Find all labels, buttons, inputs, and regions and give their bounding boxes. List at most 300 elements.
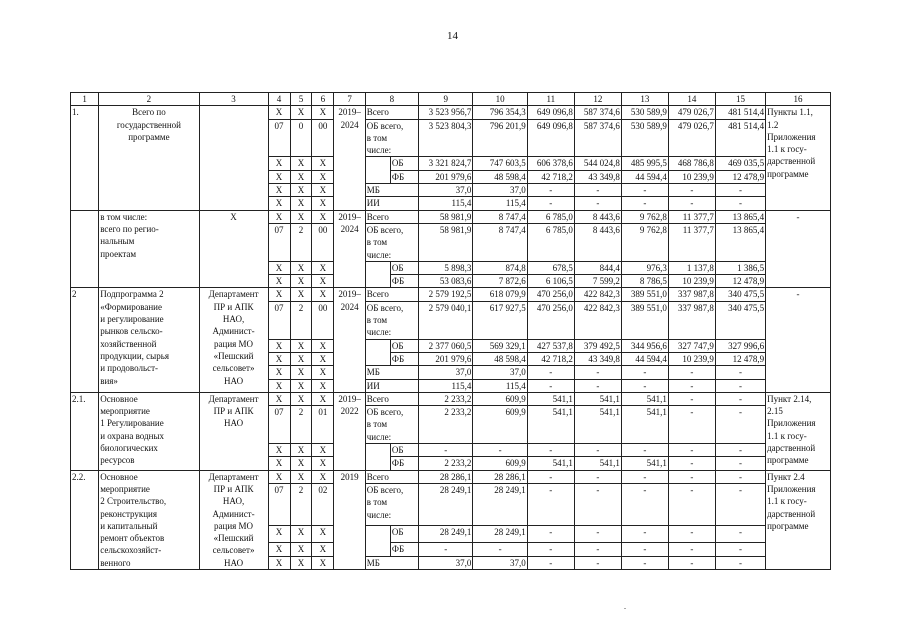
value-cell: 344 956,6 (621, 339, 668, 352)
source-label: Всего (365, 210, 418, 223)
source-label: ФБ (390, 543, 418, 556)
value-cell: 678,5 (527, 261, 574, 274)
value-cell: - (621, 444, 668, 457)
source-label: Всего (365, 106, 418, 119)
x-mark-cell: X (268, 352, 290, 365)
value-cell: - (715, 444, 765, 457)
x-mark-cell: X (290, 261, 312, 274)
value-cell: 12 478,9 (715, 352, 765, 365)
value-cell: 10 239,9 (668, 275, 715, 288)
value-cell: - (668, 470, 715, 483)
header-cell: 1 (71, 93, 99, 106)
x-mark-cell: X (290, 470, 312, 483)
value-cell: - (668, 406, 715, 444)
value-cell: 1 386,5 (715, 261, 765, 274)
table-row (71, 392, 831, 405)
value-cell: 58 981,9 (419, 223, 473, 261)
x-mark-cell: X (268, 184, 290, 197)
x-mark-cell: X (290, 379, 312, 392)
value-cell: 58 981,9 (419, 210, 473, 223)
x-mark-cell: X (268, 339, 290, 352)
value-cell: - (574, 444, 621, 457)
x-mark-cell: X (268, 457, 290, 470)
value-cell: 796 201,9 (473, 119, 527, 157)
value-cell: 28 286,1 (473, 470, 527, 483)
value-cell: 12 478,9 (715, 275, 765, 288)
value-cell: 115,4 (419, 197, 473, 210)
row-number: 2 (71, 288, 99, 392)
value-cell: 37,0 (473, 556, 527, 569)
code-cell: 2 (290, 483, 312, 525)
value-cell: 340 475,5 (715, 301, 765, 339)
table-row (71, 106, 831, 119)
indent-cell (365, 444, 390, 471)
value-cell: 8 786,5 (621, 275, 668, 288)
value-cell: - (715, 184, 765, 197)
source-label: ФБ (390, 170, 418, 183)
x-mark-cell: X (268, 556, 290, 569)
value-cell: 976,3 (621, 261, 668, 274)
value-cell: 8 443,6 (574, 223, 621, 261)
header-cell: 12 (574, 93, 621, 106)
value-cell: 2 233,2 (419, 406, 473, 444)
x-mark-cell: X (312, 470, 334, 483)
value-cell: 609,9 (473, 457, 527, 470)
note-cell: - (766, 210, 831, 288)
value-cell: 48 598,4 (473, 352, 527, 365)
period-cell: 2019– 2022 (334, 392, 365, 470)
header-cell: 13 (621, 93, 668, 106)
x-mark-cell: X (290, 157, 312, 170)
value-cell: 115,4 (419, 379, 473, 392)
value-cell: 469 035,5 (715, 157, 765, 170)
value-cell: - (527, 543, 574, 556)
source-label: ОБ (390, 339, 418, 352)
value-cell: 2 233,2 (419, 392, 473, 405)
code-cell: 07 (268, 119, 290, 157)
value-cell: 8 747,4 (473, 223, 527, 261)
x-mark-cell: X (312, 106, 334, 119)
value-cell: - (668, 366, 715, 379)
value-cell: - (668, 543, 715, 556)
value-cell: 389 551,0 (621, 288, 668, 301)
x-mark-cell: X (290, 352, 312, 365)
value-cell: 201 979,6 (419, 352, 473, 365)
code-cell: 2 (290, 406, 312, 444)
source-label: ОБ всего, в том числе: (365, 223, 418, 261)
header-cell: 5 (290, 93, 312, 106)
x-mark-cell: X (290, 184, 312, 197)
value-cell: 37,0 (419, 556, 473, 569)
code-cell: 2 (290, 223, 312, 261)
value-cell: - (621, 379, 668, 392)
x-mark-cell: X (268, 170, 290, 183)
x-mark-cell: X (268, 444, 290, 457)
value-cell: 541,1 (621, 457, 668, 470)
value-cell: 479 026,7 (668, 119, 715, 157)
value-cell: 9 762,8 (621, 223, 668, 261)
executor-cell: X (199, 210, 268, 288)
header-cell: 4 (268, 93, 290, 106)
value-cell: 201 979,6 (419, 170, 473, 183)
value-cell: - (419, 543, 473, 556)
value-cell: 10 239,9 (668, 352, 715, 365)
stray-mark: . (624, 602, 626, 611)
value-cell: - (715, 470, 765, 483)
value-cell: - (668, 556, 715, 569)
value-cell: 481 514,4 (715, 119, 765, 157)
x-mark-cell: X (312, 543, 334, 556)
value-cell: 468 786,8 (668, 157, 715, 170)
source-label: ФБ (390, 352, 418, 365)
x-mark-cell: X (268, 261, 290, 274)
value-cell: 422 842,3 (574, 288, 621, 301)
page-number: 14 (447, 30, 458, 42)
value-cell: 541,1 (527, 406, 574, 444)
period-cell: 2019– 2024 (334, 288, 365, 392)
header-cell: 16 (766, 93, 831, 106)
source-label: ФБ (390, 275, 418, 288)
value-cell: - (621, 483, 668, 525)
value-cell: 541,1 (621, 392, 668, 405)
value-cell: 327 996,6 (715, 339, 765, 352)
period-cell: 2019– 2024 (334, 106, 365, 210)
value-cell: 617 927,5 (473, 301, 527, 339)
x-mark-cell: X (268, 197, 290, 210)
value-cell: - (574, 470, 621, 483)
value-cell: 485 995,5 (621, 157, 668, 170)
value-cell: 7 599,2 (574, 275, 621, 288)
row-number: 2.2. (71, 470, 99, 569)
value-cell: 115,4 (473, 379, 527, 392)
value-cell: - (668, 444, 715, 457)
executor-cell: Департамент ПР и АПК НАО (199, 392, 268, 470)
code-cell: 07 (268, 483, 290, 525)
value-cell: - (527, 483, 574, 525)
value-cell: - (527, 197, 574, 210)
value-cell: 618 079,9 (473, 288, 527, 301)
value-cell: - (527, 366, 574, 379)
row-name: Подпрограмма 2 «Формирование и регулирование рынков сельско- хозяйственной продукции, сырья и продовольст- вия» (99, 288, 199, 392)
value-cell: 2 579 040,1 (419, 301, 473, 339)
x-mark-cell: X (312, 457, 334, 470)
value-cell: 844,4 (574, 261, 621, 274)
value-cell: 28 249,1 (419, 525, 473, 542)
value-cell: 37,0 (473, 366, 527, 379)
source-label: ОБ (390, 444, 418, 457)
value-cell: 649 096,8 (527, 119, 574, 157)
value-cell: 10 239,9 (668, 170, 715, 183)
code-cell: 00 (312, 223, 334, 261)
x-mark-cell: X (290, 543, 312, 556)
value-cell: - (621, 366, 668, 379)
row-number (71, 210, 99, 288)
value-cell: 389 551,0 (621, 301, 668, 339)
table-row (71, 470, 831, 483)
value-cell: 649 096,8 (527, 106, 574, 119)
value-cell: 541,1 (574, 406, 621, 444)
value-cell: 470 256,0 (527, 301, 574, 339)
value-cell: - (574, 184, 621, 197)
x-mark-cell: X (312, 261, 334, 274)
value-cell: 427 537,8 (527, 339, 574, 352)
budget-table (70, 92, 831, 570)
value-cell: - (715, 197, 765, 210)
value-cell: 3 523 956,7 (419, 106, 473, 119)
value-cell: 42 718,2 (527, 170, 574, 183)
value-cell: 379 492,5 (574, 339, 621, 352)
table-row (71, 288, 831, 301)
period-cell: 2019– 2024 (334, 210, 365, 288)
value-cell: - (621, 543, 668, 556)
source-label: Всего (365, 288, 418, 301)
indent-cell (365, 157, 390, 184)
x-mark-cell: X (290, 339, 312, 352)
value-cell: 44 594,4 (621, 352, 668, 365)
value-cell: 13 865,4 (715, 223, 765, 261)
x-mark-cell: X (290, 210, 312, 223)
value-cell: 28 249,1 (419, 483, 473, 525)
value-cell: 587 374,6 (574, 106, 621, 119)
source-label: ИИ (365, 197, 418, 210)
value-cell: 327 747,9 (668, 339, 715, 352)
value-cell: - (621, 525, 668, 542)
value-cell: - (668, 197, 715, 210)
value-cell: - (715, 543, 765, 556)
x-mark-cell: X (290, 392, 312, 405)
value-cell: 530 589,9 (621, 119, 668, 157)
x-mark-cell: X (290, 288, 312, 301)
value-cell: - (715, 525, 765, 542)
value-cell: 11 377,7 (668, 210, 715, 223)
value-cell: - (668, 483, 715, 525)
value-cell: 1 137,8 (668, 261, 715, 274)
value-cell: 481 514,4 (715, 106, 765, 119)
x-mark-cell: X (312, 392, 334, 405)
value-cell: 609,9 (473, 392, 527, 405)
value-cell: 470 256,0 (527, 288, 574, 301)
x-mark-cell: X (268, 470, 290, 483)
x-mark-cell: X (312, 184, 334, 197)
value-cell: 37,0 (419, 184, 473, 197)
value-cell: - (668, 184, 715, 197)
code-cell: 0 (290, 119, 312, 157)
indent-cell (365, 339, 390, 366)
x-mark-cell: X (312, 210, 334, 223)
value-cell: 42 718,2 (527, 352, 574, 365)
code-cell: 07 (268, 406, 290, 444)
value-cell: 28 249,1 (473, 525, 527, 542)
x-mark-cell: X (268, 543, 290, 556)
value-cell: 541,1 (527, 457, 574, 470)
value-cell: - (715, 379, 765, 392)
value-cell: - (621, 197, 668, 210)
value-cell: 44 594,4 (621, 170, 668, 183)
row-number: 2.1. (71, 392, 99, 470)
code-cell: 00 (312, 119, 334, 157)
x-mark-cell: X (268, 525, 290, 542)
value-cell: 422 842,3 (574, 301, 621, 339)
value-cell: - (715, 366, 765, 379)
value-cell: 3 321 824,7 (419, 157, 473, 170)
value-cell: 7 872,6 (473, 275, 527, 288)
value-cell: - (715, 457, 765, 470)
value-cell: - (527, 525, 574, 542)
value-cell: 2 579 192,5 (419, 288, 473, 301)
value-cell: 37,0 (419, 366, 473, 379)
code-cell: 07 (268, 301, 290, 339)
header-cell: 11 (527, 93, 574, 106)
value-cell: - (621, 470, 668, 483)
source-label: ОБ всего, в том числе: (365, 119, 418, 157)
x-mark-cell: X (268, 379, 290, 392)
header-cell: 6 (312, 93, 334, 106)
value-cell: 541,1 (621, 406, 668, 444)
value-cell: 3 523 804,3 (419, 119, 473, 157)
source-label: ОБ (390, 157, 418, 170)
value-cell: 53 083,6 (419, 275, 473, 288)
x-mark-cell: X (290, 556, 312, 569)
value-cell: 13 865,4 (715, 210, 765, 223)
row-name: Основное мероприятие 1 Регулирование и охрана водных биологических ресурсов (99, 392, 199, 470)
value-cell: - (668, 525, 715, 542)
x-mark-cell: X (268, 392, 290, 405)
period-cell: 2019 (334, 470, 365, 569)
value-cell: 2 233,2 (419, 457, 473, 470)
executor-cell (199, 106, 268, 210)
value-cell: 37,0 (473, 184, 527, 197)
header-cell: 2 (99, 93, 199, 106)
x-mark-cell: X (268, 157, 290, 170)
x-mark-cell: X (290, 106, 312, 119)
note-cell: Пункт 2.14, 2.15 Приложения 1.1 к госу- дарственной программе (766, 392, 831, 470)
x-mark-cell: X (312, 444, 334, 457)
row-number: 1. (71, 106, 99, 210)
value-cell: 479 026,7 (668, 106, 715, 119)
x-mark-cell: X (312, 170, 334, 183)
table-row (71, 210, 831, 223)
value-cell: 12 478,9 (715, 170, 765, 183)
executor-cell: Департамент ПР и АПК НАО, Админист- рация МО «Пешский сельсовет» НАО (199, 288, 268, 392)
value-cell: 8 747,4 (473, 210, 527, 223)
code-cell: 07 (268, 223, 290, 261)
value-cell: - (668, 379, 715, 392)
x-mark-cell: X (312, 275, 334, 288)
x-mark-cell: X (290, 444, 312, 457)
value-cell: 606 378,6 (527, 157, 574, 170)
value-cell: 569 329,1 (473, 339, 527, 352)
indent-cell (365, 525, 390, 556)
value-cell: 530 589,9 (621, 106, 668, 119)
value-cell: 43 349,8 (574, 352, 621, 365)
source-label: МБ (365, 556, 418, 569)
value-cell: - (527, 379, 574, 392)
x-mark-cell: X (290, 275, 312, 288)
value-cell: - (527, 556, 574, 569)
header-cell: 9 (419, 93, 473, 106)
value-cell: - (419, 444, 473, 457)
value-cell: - (715, 556, 765, 569)
x-mark-cell: X (312, 197, 334, 210)
note-cell: Пункты 1.1, 1.2 Приложения 1.1 к госу- дарственной программе (766, 106, 831, 210)
x-mark-cell: X (268, 275, 290, 288)
source-label: ОБ всего, в том числе: (365, 301, 418, 339)
source-label: МБ (365, 366, 418, 379)
x-mark-cell: X (312, 352, 334, 365)
code-cell: 02 (312, 483, 334, 525)
source-label: Всего (365, 392, 418, 405)
source-label: Всего (365, 470, 418, 483)
x-mark-cell: X (290, 457, 312, 470)
value-cell: - (668, 457, 715, 470)
x-mark-cell: X (268, 106, 290, 119)
value-cell: 43 349,8 (574, 170, 621, 183)
value-cell: 48 598,4 (473, 170, 527, 183)
value-cell: - (715, 483, 765, 525)
header-cell: 3 (199, 93, 268, 106)
x-mark-cell: X (268, 210, 290, 223)
value-cell: 609,9 (473, 406, 527, 444)
value-cell: 747 603,5 (473, 157, 527, 170)
value-cell: - (574, 379, 621, 392)
header-cell: 14 (668, 93, 715, 106)
value-cell: - (574, 525, 621, 542)
value-cell: - (574, 483, 621, 525)
value-cell: 2 377 060,5 (419, 339, 473, 352)
x-mark-cell: X (312, 366, 334, 379)
header-cell: 10 (473, 93, 527, 106)
value-cell: 28 286,1 (419, 470, 473, 483)
value-cell: - (574, 556, 621, 569)
header-row (71, 93, 831, 106)
value-cell: - (621, 184, 668, 197)
header-cell: 7 (334, 93, 365, 106)
value-cell: - (574, 366, 621, 379)
x-mark-cell: X (312, 379, 334, 392)
x-mark-cell: X (290, 197, 312, 210)
value-cell: 541,1 (527, 392, 574, 405)
note-cell: Пункт 2.4 Приложения 1.1 к госу- дарственной программе (766, 470, 831, 569)
x-mark-cell: X (312, 525, 334, 542)
value-cell: 28 249,1 (473, 483, 527, 525)
value-cell: 796 354,3 (473, 106, 527, 119)
value-cell: - (527, 444, 574, 457)
value-cell: 541,1 (574, 457, 621, 470)
value-cell: - (715, 406, 765, 444)
source-label: ФБ (390, 457, 418, 470)
value-cell: - (527, 470, 574, 483)
x-mark-cell: X (312, 288, 334, 301)
x-mark-cell: X (290, 170, 312, 183)
value-cell: - (527, 184, 574, 197)
value-cell: - (621, 556, 668, 569)
source-label: ОБ всего, в том числе: (365, 483, 418, 525)
value-cell: 541,1 (574, 392, 621, 405)
header-cell: 8 (365, 93, 418, 106)
value-cell: - (473, 444, 527, 457)
value-cell: 6 785,0 (527, 210, 574, 223)
header-cell: 15 (715, 93, 765, 106)
x-mark-cell: X (268, 366, 290, 379)
value-cell: 6 785,0 (527, 223, 574, 261)
x-mark-cell: X (290, 525, 312, 542)
value-cell: 9 762,8 (621, 210, 668, 223)
x-mark-cell: X (312, 339, 334, 352)
value-cell: - (574, 197, 621, 210)
value-cell: 337 987,8 (668, 288, 715, 301)
source-label: ОБ (390, 261, 418, 274)
source-label: ОБ всего, в том числе: (365, 406, 418, 444)
